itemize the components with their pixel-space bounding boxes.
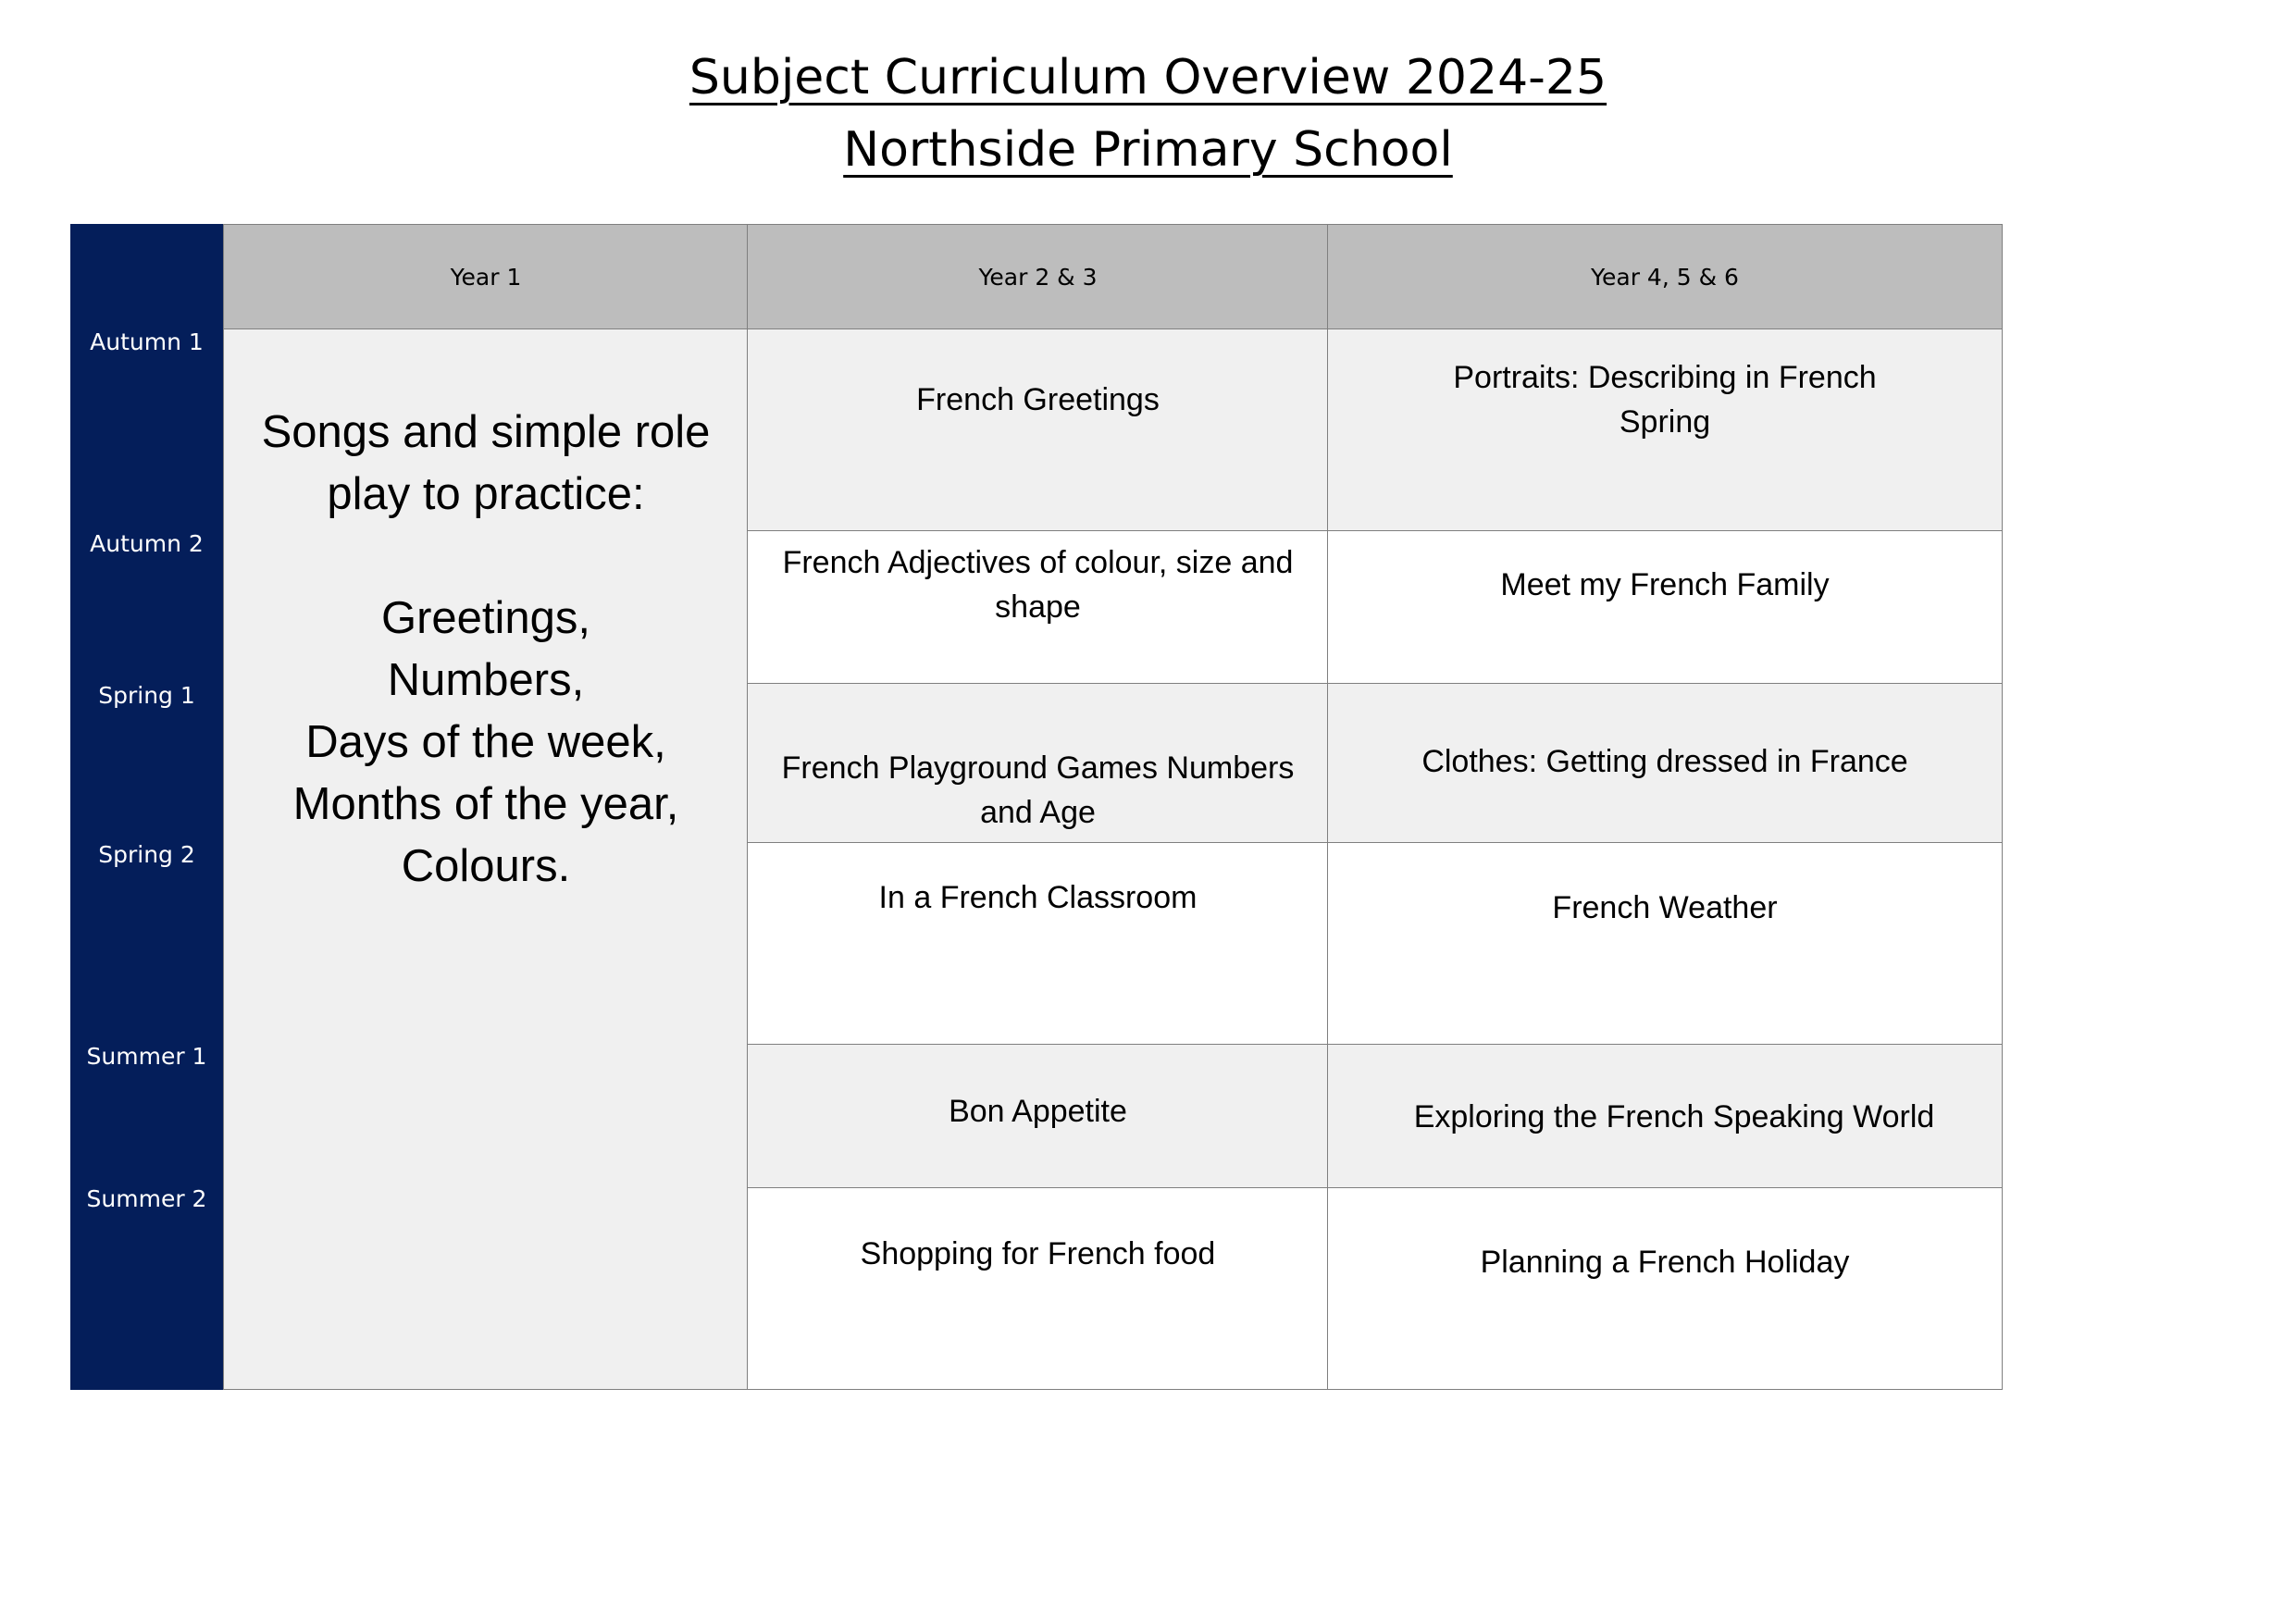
year-1-topic: Greetings, bbox=[380, 593, 591, 643]
year-1-topic: Numbers, bbox=[387, 655, 585, 705]
term-autumn-1: Autumn 1 bbox=[90, 329, 204, 355]
y23-summer-1: Bon Appetite bbox=[747, 1044, 1329, 1189]
year-1-topic: Colours. bbox=[401, 841, 571, 891]
y456-autumn-2: Meet my French Family bbox=[1327, 530, 2003, 685]
y456-summer-2: Planning a French Holiday bbox=[1327, 1187, 2003, 1390]
school-name: Northside Primary School bbox=[843, 122, 1453, 178]
term-autumn-2: Autumn 2 bbox=[90, 530, 204, 557]
y23-spring-1: French Playground Games Numbers and Age bbox=[747, 683, 1329, 844]
term-spring-1: Spring 1 bbox=[98, 682, 195, 709]
y23-autumn-1: French Greetings bbox=[747, 329, 1329, 532]
header-year-1: Year 1 bbox=[223, 224, 749, 330]
y456-autumn-1-line: Portraits: Describing in French bbox=[1453, 360, 1877, 395]
term-summer-2: Summer 2 bbox=[86, 1185, 207, 1212]
y23-summer-2: Shopping for French food bbox=[747, 1187, 1329, 1390]
header-year-2-3: Year 2 & 3 bbox=[747, 224, 1329, 330]
year-1-intro: Songs and simple role play to practice: bbox=[261, 407, 711, 519]
header-year-4-5-6: Year 4, 5 & 6 bbox=[1327, 224, 2003, 330]
y456-summer-1: Exploring the French Speaking World bbox=[1327, 1044, 2003, 1189]
y23-autumn-2: French Adjectives of colour, size and shape bbox=[747, 530, 1329, 685]
y456-autumn-1 bbox=[1327, 329, 2003, 532]
y23-spring-2: In a French Classroom bbox=[747, 842, 1329, 1046]
y456-spring-2: French Weather bbox=[1327, 842, 2003, 1046]
term-spring-2: Spring 2 bbox=[98, 841, 195, 868]
term-summer-1: Summer 1 bbox=[86, 1043, 207, 1070]
curriculum-table bbox=[70, 224, 2003, 1390]
document-title: Subject Curriculum Overview 2024-25 bbox=[689, 50, 1607, 105]
y456-spring-1: Clothes: Getting dressed in France bbox=[1327, 683, 2003, 844]
year-1-topic: Months of the year, bbox=[292, 779, 679, 829]
year-1-topic: Days of the week, bbox=[305, 717, 666, 767]
y456-autumn-1-line: Spring bbox=[1619, 404, 1711, 440]
year-1-content bbox=[223, 329, 749, 1390]
term-column bbox=[70, 224, 223, 1390]
